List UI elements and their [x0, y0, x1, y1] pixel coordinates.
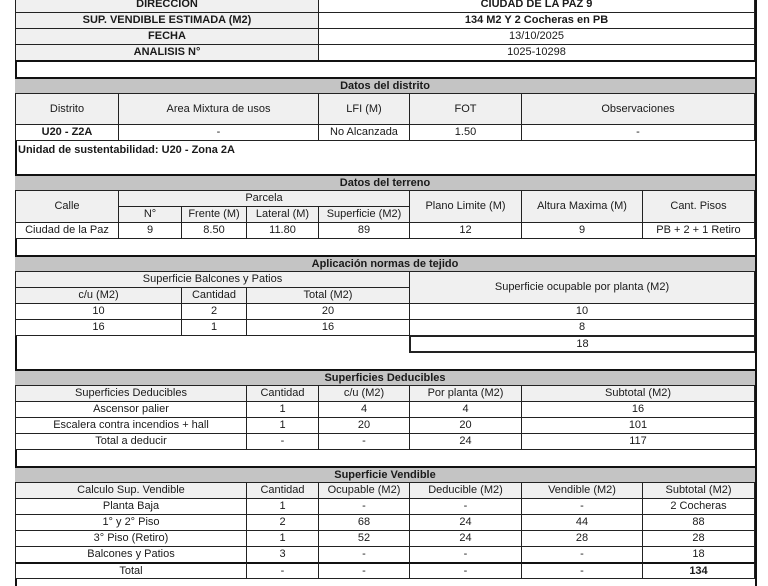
cell-por-planta: 4 [409, 401, 522, 418]
value-fecha: 13/10/2025 [318, 28, 755, 45]
cell-balcon-total: 20 [246, 303, 410, 320]
cell-cantidad: 1 [246, 498, 319, 515]
cell-cantidad: 3 [246, 546, 319, 563]
cell-numero: 9 [118, 222, 182, 239]
label-sup-vendible: SUP. VENDIBLE ESTIMADA (M2) [15, 12, 319, 29]
cell-superficie: 89 [318, 222, 410, 239]
header-lfi: LFI (M) [318, 93, 410, 125]
cell-fot: 1.50 [409, 124, 522, 141]
header-vendible: Vendible (M2) [521, 482, 643, 499]
divider [15, 60, 755, 62]
value-analisis: 1025-10298 [318, 44, 755, 61]
header-ocupable: Superficie ocupable por planta (M2) [409, 271, 755, 304]
header-parcela: Parcela [118, 190, 410, 207]
header-calculo: Calculo Sup. Vendible [15, 482, 247, 499]
header-ocupable: Ocupable (M2) [318, 482, 410, 499]
cell-cantidad: 2 [246, 514, 319, 531]
cell-cantidad: 1 [246, 401, 319, 418]
header-fot: FOT [409, 93, 522, 125]
cell-subtotal: 28 [642, 530, 755, 547]
cell-ocupable: 10 [409, 303, 755, 320]
cell-vendible: 44 [521, 514, 643, 531]
cell-por-planta: 24 [409, 433, 522, 450]
cell-vendible-total: - [521, 562, 643, 579]
header-distrito: Distrito [15, 93, 119, 125]
cell-balcon-cu: 16 [15, 319, 182, 336]
header-total: Total (M2) [246, 287, 410, 304]
value-sup-vendible: 134 M2 Y 2 Cocheras en PB [318, 12, 755, 29]
header-superficies: Superficies Deducibles [15, 385, 247, 402]
cell-vendible: - [521, 498, 643, 515]
label-direccion: DIRECCION [15, 0, 319, 13]
cell-ocupable-total: - [318, 562, 410, 579]
header-por-planta: Por planta (M2) [409, 385, 522, 402]
cell-deducible: - [409, 546, 522, 563]
cell-cu: 4 [318, 401, 410, 418]
header-area-mixtura: Area Mixtura de usos [118, 93, 319, 125]
cell-lfi: No Alcanzada [318, 124, 410, 141]
cell-cantidad: 1 [246, 530, 319, 547]
cell-deducible-total: - [409, 562, 522, 579]
cell-cantidad: - [246, 433, 319, 450]
cell-cu: 20 [318, 417, 410, 434]
section-title-vendible: Superficie Vendible [15, 466, 755, 483]
header-subtotal: Subtotal (M2) [521, 385, 755, 402]
header-balcones: Superficie Balcones y Patios [15, 271, 410, 288]
cell-balcon-cantidad: 1 [181, 319, 247, 336]
cell-ocupable-total: 18 [409, 335, 755, 353]
cell-ocupable: 52 [318, 530, 410, 547]
cell-concepto: Escalera contra incendios + hall [15, 417, 247, 434]
header-cantidad: Cantidad [246, 385, 319, 402]
cell-balcon-cantidad: 2 [181, 303, 247, 320]
cell-subtotal-total: 134 [642, 562, 755, 579]
header-cantidad: Cantidad [181, 287, 247, 304]
section-title-tejido: Aplicación normas de tejido [15, 255, 755, 272]
section-title-distrito: Datos del distrito [15, 77, 755, 94]
cell-calculo: 1° y 2° Piso [15, 514, 247, 531]
cell-calculo: 3° Piso (Retiro) [15, 530, 247, 547]
header-calle: Calle [15, 190, 119, 223]
header-numero: N° [118, 206, 182, 223]
cell-subtotal: 16 [521, 401, 755, 418]
header-altura-maxima: Altura Maxima (M) [521, 190, 643, 223]
cell-vendible: 28 [521, 530, 643, 547]
header-deducible: Deducible (M2) [409, 482, 522, 499]
cell-cant-pisos: PB + 2 + 1 Retiro [642, 222, 755, 239]
header-superficie: Superficie (M2) [318, 206, 410, 223]
label-fecha: FECHA [15, 28, 319, 45]
header-observaciones: Observaciones [521, 93, 755, 125]
cell-deducible: - [409, 498, 522, 515]
header-cant-pisos: Cant. Pisos [642, 190, 755, 223]
value-direccion: CIUDAD DE LA PAZ 9 [318, 0, 755, 13]
cell-deducible: 24 [409, 530, 522, 547]
cell-cantidad-total: - [246, 562, 319, 579]
header-plano-limite: Plano Limite (M) [409, 190, 522, 223]
cell-ocupable: - [318, 546, 410, 563]
cell-balcon-total: 16 [246, 319, 410, 336]
header-lateral: Lateral (M) [246, 206, 319, 223]
header-cu: c/u (M2) [15, 287, 182, 304]
cell-vendible: - [521, 546, 643, 563]
cell-ocupable: 68 [318, 514, 410, 531]
cell-frente: 8.50 [181, 222, 247, 239]
header-subtotal: Subtotal (M2) [642, 482, 755, 499]
cell-concepto: Ascensor palier [15, 401, 247, 418]
cell-ocupable: - [318, 498, 410, 515]
header-cu: c/u (M2) [318, 385, 410, 402]
section-title-deducibles: Superficies Deducibles [15, 369, 755, 386]
header-frente: Frente (M) [181, 206, 247, 223]
cell-cantidad: 1 [246, 417, 319, 434]
cell-por-planta: 20 [409, 417, 522, 434]
cell-ocupable: 8 [409, 319, 755, 336]
cell-calculo: Planta Baja [15, 498, 247, 515]
cell-cu: - [318, 433, 410, 450]
sustentabilidad-note: Unidad de sustentabilidad: U20 - Zona 2A [18, 144, 235, 156]
cell-plano-limite: 12 [409, 222, 522, 239]
header-cantidad: Cantidad [246, 482, 319, 499]
cell-calculo: Balcones y Patios [15, 546, 247, 563]
cell-deducible: 24 [409, 514, 522, 531]
section-title-terreno: Datos del terreno [15, 174, 755, 191]
cell-subtotal: 117 [521, 433, 755, 450]
cell-subtotal: 18 [642, 546, 755, 563]
cell-subtotal: 2 Cocheras [642, 498, 755, 515]
cell-altura-maxima: 9 [521, 222, 643, 239]
cell-lateral: 11.80 [246, 222, 319, 239]
cell-balcon-cu: 10 [15, 303, 182, 320]
cell-area-mixtura: - [118, 124, 319, 141]
cell-calle: Ciudad de la Paz [15, 222, 119, 239]
cell-distrito: U20 - Z2A [15, 124, 119, 141]
label-analisis: ANALISIS N° [15, 44, 319, 61]
cell-calculo-total: Total [15, 562, 247, 579]
cell-subtotal: 101 [521, 417, 755, 434]
cell-observaciones: - [521, 124, 755, 141]
cell-subtotal: 88 [642, 514, 755, 531]
cell-concepto: Total a deducir [15, 433, 247, 450]
